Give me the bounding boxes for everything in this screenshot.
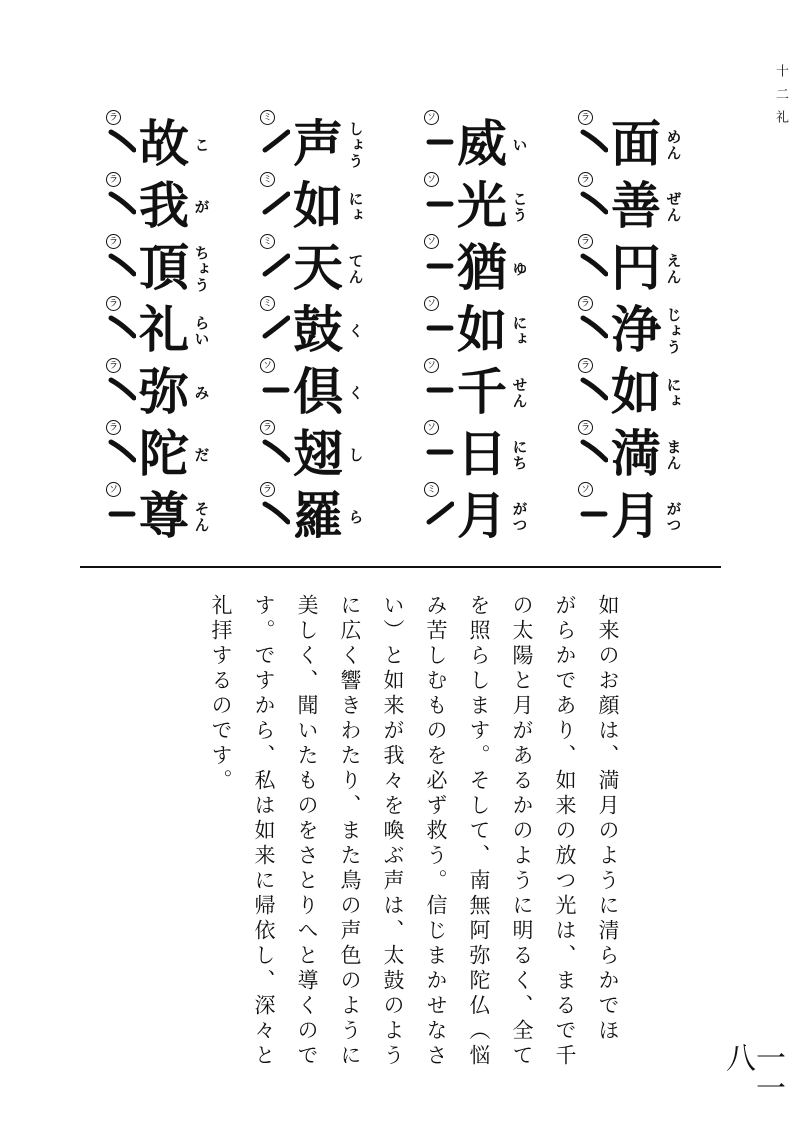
verse-char: 我 <box>139 176 189 235</box>
verse-char: 日 <box>457 424 507 483</box>
chant-mark <box>260 294 292 356</box>
pitch-letter: ソ <box>260 358 275 373</box>
pitch-letter: ラ <box>578 172 593 187</box>
pitch-letter: ラ <box>578 110 593 125</box>
pitch-letter: ソ <box>424 358 439 373</box>
prose-line: 如来のお顔は、満月のように清らかでほ <box>596 594 620 1044</box>
verse-char: 倶 <box>293 362 343 421</box>
chant-stroke-icon <box>580 500 608 526</box>
chant-marks <box>260 108 292 548</box>
furigana: ら <box>346 509 365 525</box>
prose-line: に広く響きわたり、また鳥の声色のように <box>338 594 362 1069</box>
verse-furigana <box>192 114 212 548</box>
prose-column <box>504 594 540 1069</box>
furigana: が <box>192 199 211 215</box>
chant-mark <box>424 108 456 170</box>
chant-stroke-icon <box>580 438 608 464</box>
verse-char: 円 <box>611 238 661 297</box>
section-divider <box>80 566 721 568</box>
chant-stroke-icon <box>262 128 290 154</box>
chant-mark <box>106 232 138 294</box>
verse-char: 羅 <box>293 486 343 545</box>
verse-char: 尊 <box>139 486 189 545</box>
pitch-letter: ラ <box>106 172 121 187</box>
furigana: そん <box>192 501 211 533</box>
verse-char: 翅 <box>293 424 343 483</box>
chant-stroke-icon <box>426 314 454 340</box>
verse-char: 声 <box>293 114 343 173</box>
furigana: み <box>192 385 211 401</box>
prose-line: を照らします。そして、南無阿弥陀仏（悩 <box>467 594 491 1069</box>
verse-column-1 <box>578 108 684 548</box>
verse-char: 善 <box>611 176 661 235</box>
verse-furigana <box>346 114 366 548</box>
verse-characters <box>290 114 346 548</box>
chant-stroke-icon <box>108 500 136 526</box>
prose-column <box>375 594 411 1069</box>
furigana: てん <box>346 253 365 285</box>
prose-line: の太陽と月があるかのように明るく、全て <box>510 594 534 1069</box>
furigana: えん <box>664 253 683 285</box>
chant-mark <box>578 418 610 480</box>
chant-stroke-icon <box>426 128 454 154</box>
pitch-letter: ラ <box>260 482 275 497</box>
verse-char: 弥 <box>139 362 189 421</box>
furigana: にょ <box>664 377 683 409</box>
pitch-letter: ミ <box>260 296 275 311</box>
furigana: がつ <box>510 501 529 533</box>
verse-char: 頂 <box>139 238 189 297</box>
chant-mark <box>260 232 292 294</box>
chant-mark <box>424 170 456 232</box>
chant-mark <box>106 418 138 480</box>
chant-stroke-icon <box>108 438 136 464</box>
pitch-letter: ソ <box>106 482 121 497</box>
prose-line: 美しく、聞いたものをさとりへと導くので <box>295 594 319 1069</box>
pitch-letter: ラ <box>106 296 121 311</box>
chant-stroke-icon <box>262 500 290 526</box>
chant-stroke-icon <box>426 190 454 216</box>
chant-mark <box>578 170 610 232</box>
chant-stroke-icon <box>426 500 454 526</box>
prose-column <box>590 594 626 1064</box>
chant-stroke-icon <box>580 128 608 154</box>
pitch-letter: ラ <box>106 110 121 125</box>
chant-marks <box>424 108 456 548</box>
chant-mark <box>106 356 138 418</box>
prose-line: い）と如来が我々を喚ぶ声は、太鼓のよう <box>381 594 405 1069</box>
verse-char: 月 <box>457 486 507 545</box>
verse-furigana <box>510 114 530 548</box>
verse-characters <box>136 114 192 548</box>
furigana: い <box>510 137 529 153</box>
verse-char: 如 <box>611 362 661 421</box>
chant-mark <box>106 170 138 232</box>
chant-stroke-icon <box>426 252 454 278</box>
prose-line: 礼拝するのです。 <box>209 594 233 794</box>
prose-column <box>203 594 239 1064</box>
pitch-letter: ミ <box>260 234 275 249</box>
chant-mark <box>106 294 138 356</box>
furigana: にょ <box>510 315 529 347</box>
chant-stroke-icon <box>262 314 290 340</box>
verse-column-3 <box>260 108 366 548</box>
verse-column-2 <box>424 108 530 548</box>
chant-mark <box>106 480 138 542</box>
prose-line: み苦しむものを必ず救う。信じまかせなさ <box>424 594 448 1069</box>
verse-char: 鼓 <box>293 300 343 359</box>
chant-mark <box>260 480 292 542</box>
chant-stroke-icon <box>426 376 454 402</box>
furigana: しょう <box>346 121 365 169</box>
chant-marks <box>578 108 610 548</box>
chant-mark <box>260 170 292 232</box>
chant-stroke-icon <box>262 190 290 216</box>
verse-char: 光 <box>457 176 507 235</box>
furigana: がつ <box>664 501 683 533</box>
furigana: こう <box>510 191 529 223</box>
prose-column <box>289 594 325 1069</box>
pitch-letter: ラ <box>106 358 121 373</box>
verse-furigana <box>664 114 684 548</box>
prose-line: す。ですから、私は如来に帰依し、深々と <box>252 594 276 1069</box>
pitch-letter: ラ <box>578 296 593 311</box>
chant-stroke-icon <box>262 438 290 464</box>
chant-mark <box>578 294 610 356</box>
verse-characters <box>454 114 510 548</box>
prose-column <box>246 594 282 1069</box>
verse-char: 猶 <box>457 238 507 297</box>
furigana: らい <box>192 315 211 347</box>
pitch-letter: ソ <box>578 482 593 497</box>
furigana: く <box>346 385 365 401</box>
chant-stroke-icon <box>426 438 454 464</box>
pitch-letter: ソ <box>424 110 439 125</box>
prose-column <box>332 594 368 1069</box>
verse-char: 陀 <box>139 424 189 483</box>
chant-mark <box>578 480 610 542</box>
verse-char: 天 <box>293 238 343 297</box>
furigana: まん <box>664 439 683 471</box>
chant-mark <box>424 418 456 480</box>
furigana: し <box>346 447 365 463</box>
pitch-letter: ラ <box>106 420 121 435</box>
chant-mark <box>260 418 292 480</box>
pitch-letter: ソ <box>424 234 439 249</box>
chant-stroke-icon <box>262 376 290 402</box>
verse-characters <box>608 114 664 548</box>
prose-column <box>547 594 583 1069</box>
furigana: じょう <box>664 307 683 355</box>
chant-mark <box>424 480 456 542</box>
chant-mark <box>578 356 610 418</box>
verse-char: 故 <box>139 114 189 173</box>
prose-line: がらかであり、如来の放つ光は、まるで千 <box>553 594 577 1069</box>
chant-mark <box>260 108 292 170</box>
chant-mark <box>424 356 456 418</box>
chant-mark <box>578 108 610 170</box>
chant-stroke-icon <box>108 128 136 154</box>
furigana: ゆ <box>510 261 529 277</box>
pitch-letter: ラ <box>578 420 593 435</box>
verse-char: 如 <box>293 176 343 235</box>
prose-column <box>461 594 497 1069</box>
verse-char: 如 <box>457 300 507 359</box>
furigana: ぜん <box>664 191 683 223</box>
furigana: にょ <box>346 191 365 223</box>
verse-char: 月 <box>611 486 661 545</box>
furigana: せん <box>510 377 529 409</box>
chant-stroke-icon <box>580 376 608 402</box>
chant-stroke-icon <box>108 376 136 402</box>
pitch-letter: ラ <box>260 420 275 435</box>
verse-char: 面 <box>611 114 661 173</box>
prose-column <box>418 594 454 1069</box>
pitch-letter: ソ <box>424 172 439 187</box>
chant-mark <box>424 232 456 294</box>
chant-marks <box>106 108 138 548</box>
chant-mark <box>578 232 610 294</box>
page-number: 一一八 <box>720 1042 785 1102</box>
furigana: だ <box>192 447 211 463</box>
furigana: く <box>346 323 365 339</box>
pitch-letter: ラ <box>578 358 593 373</box>
chant-stroke-icon <box>108 314 136 340</box>
chant-mark <box>424 294 456 356</box>
pitch-letter: ソ <box>424 296 439 311</box>
pitch-letter: ラ <box>106 234 121 249</box>
pitch-letter: ソ <box>424 420 439 435</box>
verse-column-4 <box>106 108 212 548</box>
verse-char: 千 <box>457 362 507 421</box>
furigana: めん <box>664 129 683 161</box>
chant-stroke-icon <box>580 190 608 216</box>
chant-mark <box>260 356 292 418</box>
verse-char: 威 <box>457 114 507 173</box>
furigana: にち <box>510 439 529 471</box>
chant-mark <box>106 108 138 170</box>
chant-stroke-icon <box>580 252 608 278</box>
verse-char: 浄 <box>611 300 661 359</box>
verse-char: 礼 <box>139 300 189 359</box>
furigana: こ <box>192 137 211 153</box>
pitch-letter: ラ <box>578 234 593 249</box>
chant-stroke-icon <box>580 314 608 340</box>
running-head: 十二礼 <box>773 64 788 133</box>
furigana: ちょう <box>192 245 211 293</box>
pitch-letter: ミ <box>424 482 439 497</box>
pitch-letter: ミ <box>260 110 275 125</box>
verse-char: 満 <box>611 424 661 483</box>
chant-stroke-icon <box>262 252 290 278</box>
chant-stroke-icon <box>108 190 136 216</box>
chant-stroke-icon <box>108 252 136 278</box>
pitch-letter: ミ <box>260 172 275 187</box>
